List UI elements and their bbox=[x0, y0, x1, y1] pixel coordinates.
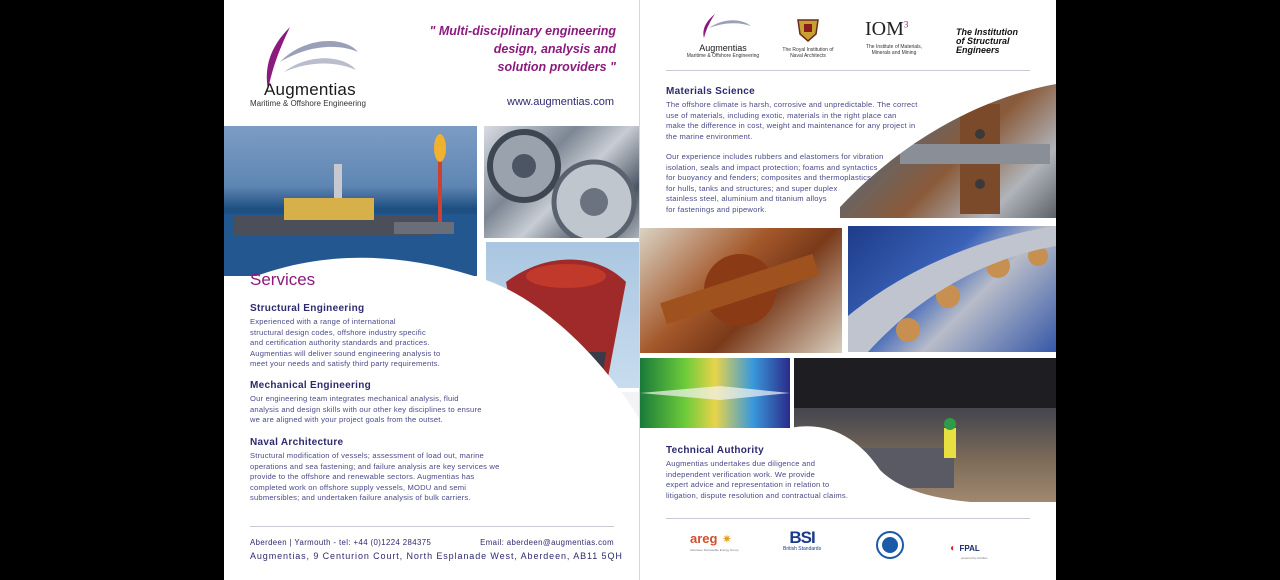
tagline: " Multi-disciplinary engineering design, analysis and solution providers " bbox=[429, 24, 616, 74]
rina-logo: The Royal Institution of Naval Architects bbox=[778, 16, 838, 59]
istructe-logo: The Institution of Structural Engineers bbox=[956, 27, 1018, 55]
footer-email[interactable]: Email: aberdeen@augmentias.com bbox=[480, 538, 614, 547]
fpal-mark-icon: ◖ bbox=[949, 543, 956, 554]
materials-science-heading: Materials Science bbox=[666, 86, 756, 97]
fpal-logo: ◖ FPAL powered by Achilles bbox=[949, 543, 988, 560]
services-title: Services bbox=[250, 270, 316, 289]
left-page bbox=[224, 0, 640, 580]
sun-icon: ✷ bbox=[721, 532, 732, 546]
website-link[interactable]: www.augmentias.com bbox=[507, 96, 614, 108]
augmentias-small-logo: Augmentias Maritime & Offshore Engineering bbox=[678, 12, 768, 59]
footer-divider-right bbox=[666, 518, 1030, 519]
materials-science-text-1: The offshore climate is harsh, corrosive and unpredictable. The correct use of materials, including exotic, materials in the right place can make the difference in cost, weight and maintenance for any project in the marine environment. bbox=[666, 100, 918, 141]
structural-engineering-heading: Structural Engineering bbox=[250, 303, 365, 314]
iom3-logo: IOM$^3$ bbox=[865, 18, 909, 40]
technical-authority-text: Augmentias undertakes due diligence and independent verification work. We provide expert advice and representation in relation to litigation, dispute resolution and contractual claims. bbox=[666, 459, 849, 500]
mechanical-engineering-text: Our engineering team integrates mechanical analysis, fluid analysis and design skills with our other key disciplines to ensure we are aligned with your project goals from the outset. bbox=[250, 394, 482, 425]
naval-architecture-heading: Naval Architecture bbox=[250, 437, 344, 448]
footer-address: Augmentias, 9 Centurion Court, North Esplanade West, Aberdeen, AB11 5QH bbox=[250, 551, 623, 561]
mechanical-engineering-heading: Mechanical Engineering bbox=[250, 380, 372, 391]
logo-subtitle: Maritime & Offshore Engineering bbox=[250, 99, 366, 108]
structural-engineering-text: Experienced with a range of international structural design codes, offshore industry specific and certification authority standards and practices. Augmentias will deliver sound engineering analysis to meet your needs and satisfy third party requirements. bbox=[250, 317, 441, 369]
right-page bbox=[640, 0, 1056, 580]
areg-logo: areg ✷ Aberdeen Renewable Energy Group bbox=[690, 531, 739, 552]
quality-seal-icon bbox=[875, 530, 905, 565]
iom3-caption: The Institute of Materials, Minerals and Mining bbox=[865, 44, 923, 56]
materials-science-text-2: Our experience includes rubbers and elastomers for vibration isolation, seals and impact protection; foams and syntactics for buoyancy and fenders; composites and thermoplastics for hulls, tanks and structures; and super duplex stainless steel, aluminium and titanium alloys for fastenings and pipework. bbox=[666, 152, 884, 214]
footer-contact: Aberdeen | Yarmouth - tel: +44 (0)1224 284375 bbox=[250, 538, 432, 547]
footer-divider bbox=[250, 526, 614, 527]
technical-authority-heading: Technical Authority bbox=[666, 445, 764, 456]
logo-wordmark: Augmentias bbox=[264, 80, 356, 99]
bsi-logo: BSI British Standards bbox=[783, 528, 822, 552]
naval-architecture-text: Structural modification of vessels; assessment of load out, marine operations and sea fastening; and failure analysis are key services we provide to the offshore and renewable sectors. Augmentias has completed work on offshore supply vessels, MODU and semi submersibles; and undertaken failure analysis of bulk carriers. bbox=[250, 451, 500, 503]
